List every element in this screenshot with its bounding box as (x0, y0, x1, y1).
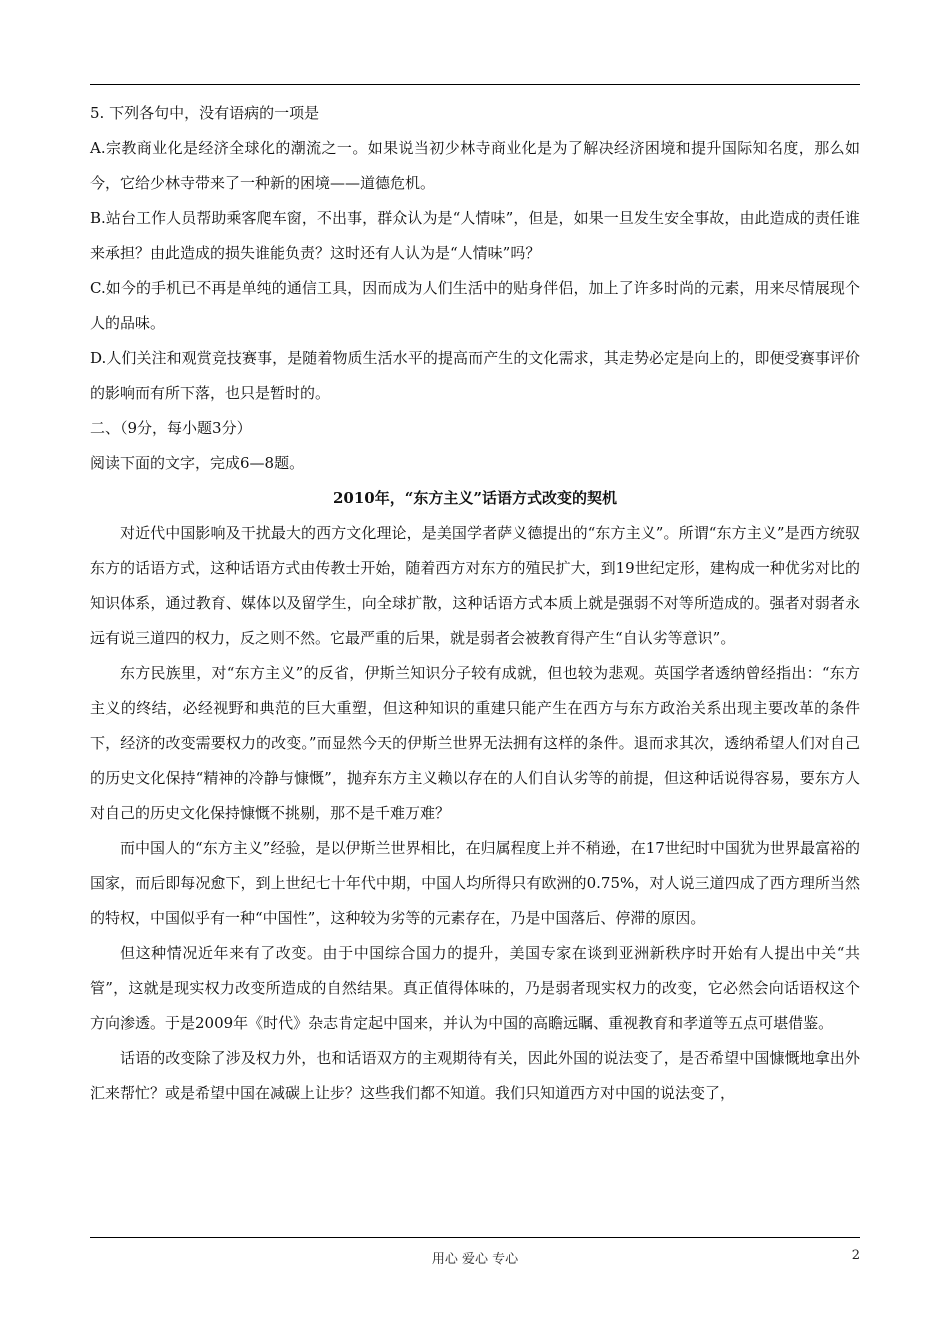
article-paragraph: 但这种情况近年来有了改变。由于中国综合国力的提升，美国专家在谈到亚洲新秩序时开始有人提出中关“共管”，这就是现实权力改变所造成的自然结果。真正值得体味的，乃是弱者现实权力的改变，它必然会向话语权这个方向渗透。于是2009年《时代》杂志肯定起中国来，并认为中国的高瞻远瞩、重视教育和孝道等五点可堪借鉴。 (90, 944, 860, 1032)
question-stem: 5. 下列各句中，没有语病的一项是 (90, 104, 320, 122)
article-paragraph: 而中国人的“东方主义”经验，是以伊斯兰世界相比，在归属程度上并不稍逊，在17世纪时中国犹为世界最富裕的国家，而后即每况愈下，到上世纪七十年代中期，中国人均所得只有欧洲的0.75%，对人说三道四成了西方理所当然的特权，中国似乎有一种“中国性”，这种较为劣等的元素存在，乃是中国落后、停滞的原因。 (90, 839, 860, 927)
option-b: B.站台工作人员帮助乘客爬车窗，不出事，群众认为是“人情味”，但是，如果一旦发生安全事故，由此造成的责任谁来承担？由此造成的损失谁能负责？这时还有人认为是“人情味”吗？ (90, 209, 860, 262)
page-number: 2 (851, 1248, 860, 1263)
option-d: D.人们关注和观赏竞技赛事，是随着物质生活水平的提高而产生的文化需求，其走势必定是向上的，即便受赛事评价的影响而有所下落，也只是暂时的。 (90, 349, 860, 402)
article-paragraph: 东方民族里，对“东方主义”的反省，伊斯兰知识分子较有成就，但也较为悲观。英国学者透纳曾经指出：“东方主义的终结，必经视野和典范的巨大重塑，但这种知识的重建只能产生在西方与东方政治关系出现主要改革的条件下，经济的改变需要权力的改变。”而显然今天的伊斯兰世界无法拥有这样的条件。退而求其次，透纳希望人们对自己的历史文化保持“精神的冷静与慷慨”，抛弃东方主义赖以存在的人们自认劣等的前提，但这种话说得容易，要东方人对自己的历史文化保持慷慨不挑剔，那不是千难万难？ (90, 664, 860, 822)
footer-rule (90, 1237, 860, 1238)
footer-slogan: 用心 爱心 专心 (431, 1252, 519, 1267)
article-paragraph: 对近代中国影响及干扰最大的西方文化理论，是美国学者萨义德提出的“东方主义”。所谓“东方主义”是西方统驭东方的话语方式，这种话语方式由传教士开始，随着西方对东方的殖民扩大，到19世纪定形，建构成一种优劣对比的知识体系，通过教育、媒体以及留学生，向全球扩散，这种话语方式本质上就是强弱不对等所造成的。强者对弱者永远有说三道四的权力，反之则不然。它最严重的后果，就是弱者会被教育得产生“自认劣等意识”。 (90, 524, 860, 647)
page-content (90, 96, 860, 1111)
article-title: 2010年，“东方主义”话语方式改变的契机 (332, 489, 617, 507)
article-paragraph: 话语的改变除了涉及权力外，也和话语双方的主观期待有关，因此外国的说法变了，是否希望中国慷慨地拿出外汇来帮忙？或是希望中国在减碳上让步？这些我们都不知道。我们只知道西方对中国的说法变了， (90, 1049, 860, 1102)
option-c: C.如今的手机已不再是单纯的通信工具，因而成为人们生活中的贴身伴侣，加上了许多时尚的元素，用来尽情展现个人的品味。 (90, 279, 860, 332)
option-a: A.宗教商业化是经济全球化的潮流之一。如果说当初少林寺商业化是为了解决经济困境和提升国际知名度，那么如今，它给少林寺带来了一种新的困境——道德危机。 (90, 139, 860, 192)
section-heading: 二、（9分，每小题3分） (90, 419, 252, 437)
header-rule (90, 84, 860, 85)
section-instruction: 阅读下面的文字，完成6—8题。 (90, 454, 305, 472)
